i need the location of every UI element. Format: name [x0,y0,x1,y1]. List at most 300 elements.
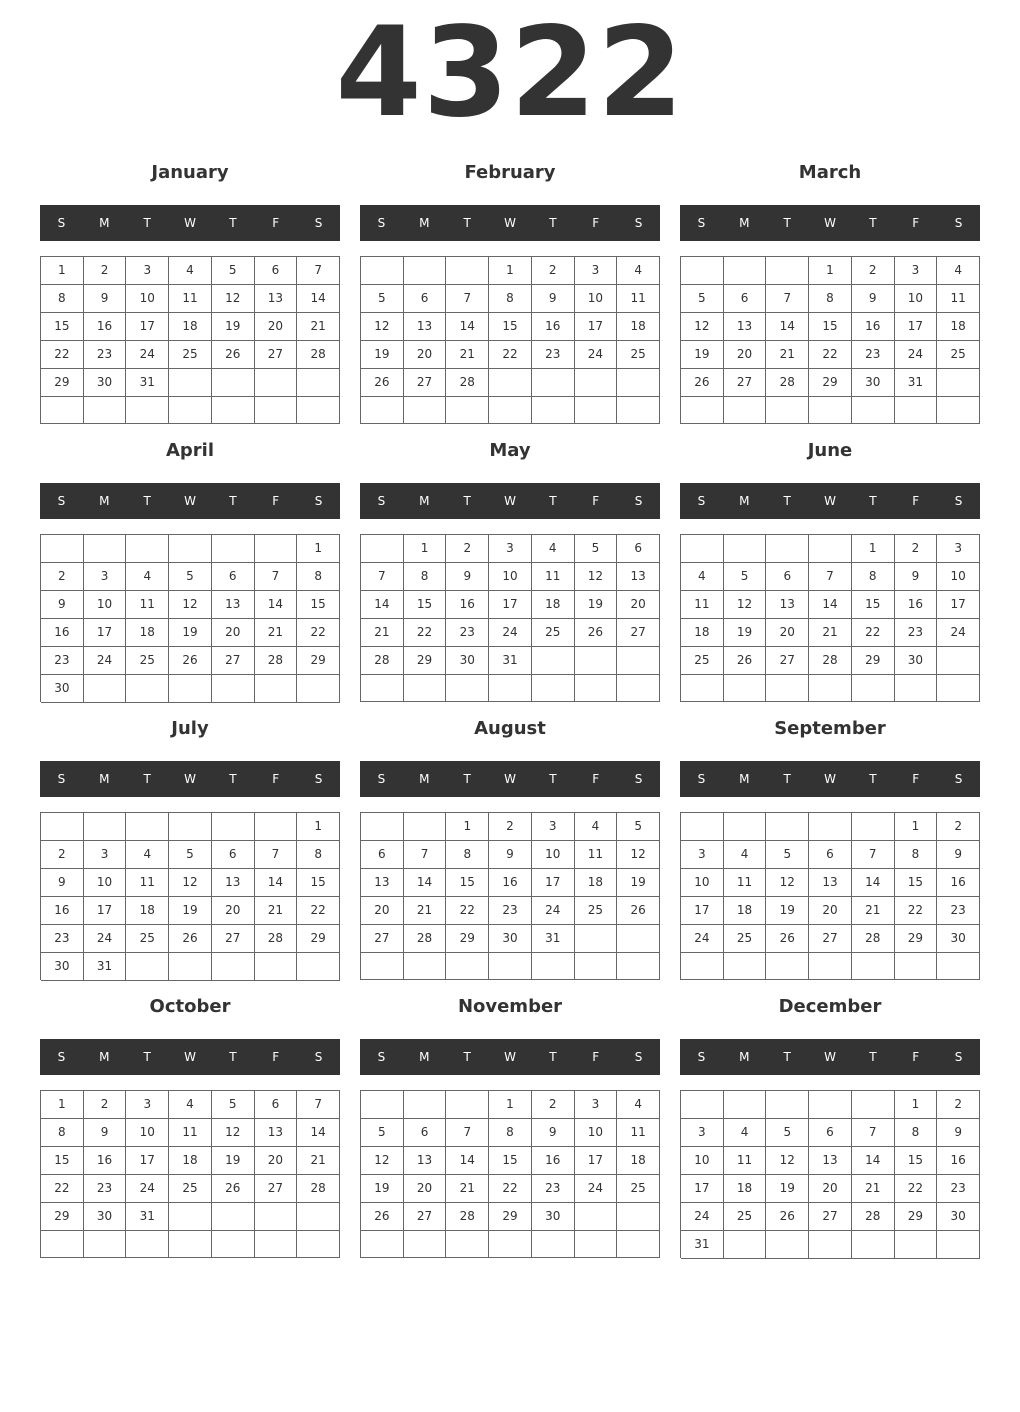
day-cell: 1 [895,813,938,841]
weekday-label: M [419,1050,430,1064]
empty-day-cell [446,953,489,980]
day-cell: 21 [446,341,489,369]
day-cell: 4 [681,563,724,591]
empty-day-cell [446,397,489,424]
day-cell: 9 [489,841,532,869]
day-cell: 6 [724,285,767,313]
day-cell: 6 [617,535,660,563]
day-cell: 25 [617,1175,660,1203]
empty-day-cell [766,813,809,841]
day-cell: 13 [212,869,255,897]
day-cell: 6 [212,563,255,591]
empty-day-cell [575,1231,618,1258]
day-cell: 10 [84,869,127,897]
day-cell: 30 [41,953,84,981]
empty-day-cell [404,675,447,702]
day-cell: 5 [212,257,255,285]
year-title: 4322 [335,1,685,145]
day-cell: 1 [41,257,84,285]
day-cell: 8 [489,285,532,313]
day-cell: 8 [852,563,895,591]
day-cell: 7 [766,285,809,313]
empty-day-cell [617,1231,660,1258]
day-cell: 9 [84,1119,127,1147]
empty-day-cell [724,397,767,424]
day-cell: 4 [575,813,618,841]
day-cell: 30 [84,1203,127,1231]
day-cell: 25 [532,619,575,647]
day-cell: 9 [532,1119,575,1147]
empty-day-cell [126,675,169,703]
weekday-label: S [954,216,963,230]
day-cell: 13 [404,313,447,341]
day-cell: 28 [852,925,895,953]
weekday-label: W [504,772,516,786]
day-cell: 4 [724,841,767,869]
empty-day-cell [724,813,767,841]
weekday-label: M [419,494,430,508]
day-cell: 15 [41,313,84,341]
empty-day-cell [126,397,169,424]
weekday-label: T [463,216,471,230]
day-cell: 28 [852,1203,895,1231]
days-grid [40,1090,340,1258]
empty-day-cell [766,257,809,285]
day-cell: 5 [617,813,660,841]
day-cell: 1 [489,1091,532,1119]
weekday-label: T [143,1050,151,1064]
day-cell: 6 [255,1091,298,1119]
day-cell: 27 [255,341,298,369]
weekday-label: F [912,1050,920,1064]
day-cell: 5 [169,563,212,591]
weekday-label: T [229,772,237,786]
empty-day-cell [895,675,938,702]
day-cell: 11 [937,285,980,313]
day-cell: 31 [895,369,938,397]
days-grid [680,812,980,980]
day-cell: 5 [212,1091,255,1119]
day-cell: 10 [681,869,724,897]
day-cell: 1 [404,535,447,563]
weekday-label: F [592,216,600,230]
empty-day-cell [681,397,724,424]
empty-day-cell [937,647,980,675]
weekday-label: W [824,494,836,508]
day-cell: 15 [489,1147,532,1175]
weekday-label: T [143,494,151,508]
day-cell: 9 [84,285,127,313]
day-cell: 25 [724,925,767,953]
day-cell: 6 [809,841,852,869]
day-cell: 15 [297,591,340,619]
weekday-label: S [634,772,643,786]
day-cell: 11 [169,1119,212,1147]
weekday-label: M [99,772,110,786]
empty-day-cell [617,397,660,424]
empty-day-cell [852,1231,895,1259]
day-cell: 13 [617,563,660,591]
day-cell: 29 [809,369,852,397]
weekday-label: W [504,1050,516,1064]
day-cell: 2 [84,1091,127,1119]
day-cell: 23 [41,925,84,953]
empty-day-cell [809,953,852,980]
empty-day-cell [809,1231,852,1259]
day-cell: 2 [532,1091,575,1119]
weekday-label: M [739,772,750,786]
day-cell: 9 [532,285,575,313]
day-cell: 22 [895,1175,938,1203]
day-cell: 2 [489,813,532,841]
day-cell: 14 [809,591,852,619]
day-cell: 25 [126,925,169,953]
empty-day-cell [532,953,575,980]
empty-day-cell [852,397,895,424]
day-cell: 22 [297,897,340,925]
day-cell: 15 [297,869,340,897]
day-cell: 8 [297,841,340,869]
weekday-label: T [783,772,791,786]
day-cell: 30 [489,925,532,953]
day-cell: 14 [297,1119,340,1147]
empty-day-cell [361,1091,404,1119]
month-name: August [474,718,546,739]
day-cell: 15 [404,591,447,619]
empty-day-cell [361,535,404,563]
day-cell: 13 [404,1147,447,1175]
empty-day-cell [895,953,938,980]
day-cell: 6 [212,841,255,869]
day-cell: 13 [255,1119,298,1147]
day-cell: 26 [361,369,404,397]
day-cell: 3 [489,535,532,563]
day-cell: 24 [681,1203,724,1231]
day-cell: 31 [681,1231,724,1259]
day-cell: 26 [212,1175,255,1203]
day-cell: 24 [489,619,532,647]
day-cell: 18 [169,1147,212,1175]
day-cell: 17 [126,313,169,341]
empty-day-cell [255,813,298,841]
weekday-label: T [869,216,877,230]
weekday-label: M [419,216,430,230]
empty-day-cell [41,1231,84,1258]
day-cell: 14 [361,591,404,619]
empty-day-cell [361,1231,404,1258]
day-cell: 16 [84,313,127,341]
day-cell: 8 [297,563,340,591]
day-cell: 16 [446,591,489,619]
day-cell: 14 [404,869,447,897]
empty-day-cell [681,257,724,285]
day-cell: 28 [446,1203,489,1231]
weekday-label: W [184,772,196,786]
weekday-header [40,205,340,241]
empty-day-cell [169,675,212,703]
empty-day-cell [297,1231,340,1258]
day-cell: 18 [126,619,169,647]
day-cell: 17 [532,869,575,897]
day-cell: 18 [126,897,169,925]
empty-day-cell [681,953,724,980]
day-cell: 25 [937,341,980,369]
day-cell: 29 [852,647,895,675]
day-cell: 9 [446,563,489,591]
day-cell: 4 [169,1091,212,1119]
month-name: May [489,440,531,461]
empty-day-cell [937,675,980,702]
day-cell: 18 [724,1175,767,1203]
day-cell: 27 [212,925,255,953]
weekday-header [680,761,980,797]
weekday-label: S [314,1050,323,1064]
day-cell: 24 [84,647,127,675]
empty-day-cell [41,813,84,841]
day-cell: 11 [724,869,767,897]
day-cell: 23 [937,897,980,925]
day-cell: 22 [41,1175,84,1203]
weekday-label: T [463,772,471,786]
empty-day-cell [126,953,169,981]
day-cell: 1 [809,257,852,285]
day-cell: 23 [41,647,84,675]
day-cell: 19 [212,1147,255,1175]
weekday-label: T [549,1050,557,1064]
day-cell: 4 [126,841,169,869]
empty-day-cell [681,675,724,702]
day-cell: 3 [575,1091,618,1119]
weekday-header [680,1039,980,1075]
weekday-label: W [824,1050,836,1064]
empty-day-cell [937,369,980,397]
weekday-header [680,483,980,519]
day-cell: 11 [126,869,169,897]
day-cell: 16 [895,591,938,619]
day-cell: 20 [724,341,767,369]
day-cell: 21 [255,619,298,647]
day-cell: 6 [404,1119,447,1147]
weekday-label: S [634,1050,643,1064]
day-cell: 13 [766,591,809,619]
day-cell: 7 [446,285,489,313]
weekday-label: S [377,1050,386,1064]
day-cell: 18 [532,591,575,619]
empty-day-cell [446,257,489,285]
day-cell: 24 [575,341,618,369]
day-cell: 24 [575,1175,618,1203]
day-cell: 13 [809,1147,852,1175]
day-cell: 16 [937,1147,980,1175]
day-cell: 29 [404,647,447,675]
day-cell: 13 [809,869,852,897]
weekday-label: W [504,494,516,508]
day-cell: 4 [532,535,575,563]
day-cell: 8 [446,841,489,869]
empty-day-cell [681,813,724,841]
empty-day-cell [212,1203,255,1231]
weekday-header [360,483,660,519]
day-cell: 9 [41,869,84,897]
day-cell: 20 [212,897,255,925]
empty-day-cell [809,1091,852,1119]
weekday-label: S [57,494,66,508]
day-cell: 3 [532,813,575,841]
weekday-label: T [229,1050,237,1064]
day-cell: 11 [617,1119,660,1147]
weekday-label: T [869,1050,877,1064]
empty-day-cell [255,675,298,703]
day-cell: 26 [169,925,212,953]
empty-day-cell [766,675,809,702]
day-cell: 5 [575,535,618,563]
day-cell: 28 [766,369,809,397]
day-cell: 15 [809,313,852,341]
day-cell: 29 [446,925,489,953]
empty-day-cell [575,647,618,675]
day-cell: 16 [937,869,980,897]
empty-day-cell [361,953,404,980]
weekday-label: S [57,772,66,786]
day-cell: 28 [809,647,852,675]
day-cell: 27 [361,925,404,953]
day-cell: 26 [212,341,255,369]
day-cell: 1 [297,535,340,563]
empty-day-cell [681,1091,724,1119]
day-cell: 20 [212,619,255,647]
day-cell: 2 [895,535,938,563]
empty-day-cell [724,1231,767,1259]
day-cell: 19 [766,1175,809,1203]
weekday-label: F [912,494,920,508]
day-cell: 11 [681,591,724,619]
empty-day-cell [297,369,340,397]
day-cell: 7 [852,1119,895,1147]
day-cell: 14 [446,313,489,341]
weekday-label: T [783,494,791,508]
day-cell: 30 [937,1203,980,1231]
day-cell: 23 [937,1175,980,1203]
day-cell: 10 [126,285,169,313]
weekday-label: S [377,772,386,786]
empty-day-cell [84,1231,127,1258]
weekday-label: S [954,772,963,786]
empty-day-cell [532,369,575,397]
day-cell: 8 [41,285,84,313]
day-cell: 18 [937,313,980,341]
empty-day-cell [766,535,809,563]
empty-day-cell [446,675,489,702]
day-cell: 30 [532,1203,575,1231]
day-cell: 30 [895,647,938,675]
day-cell: 2 [532,257,575,285]
day-cell: 15 [489,313,532,341]
weekday-label: M [739,1050,750,1064]
day-cell: 31 [126,369,169,397]
day-cell: 19 [724,619,767,647]
day-cell: 4 [937,257,980,285]
empty-day-cell [169,953,212,981]
day-cell: 3 [126,257,169,285]
day-cell: 5 [361,285,404,313]
empty-day-cell [575,675,618,702]
weekday-label: T [869,772,877,786]
day-cell: 14 [255,869,298,897]
day-cell: 23 [895,619,938,647]
empty-day-cell [404,1231,447,1258]
day-cell: 10 [532,841,575,869]
weekday-label: T [549,216,557,230]
day-cell: 27 [809,925,852,953]
day-cell: 30 [852,369,895,397]
weekday-label: S [314,216,323,230]
day-cell: 10 [126,1119,169,1147]
weekday-label: T [549,494,557,508]
weekday-label: S [634,216,643,230]
weekday-label: F [592,772,600,786]
day-cell: 21 [297,313,340,341]
day-cell: 12 [766,1147,809,1175]
empty-day-cell [617,925,660,953]
day-cell: 4 [617,1091,660,1119]
weekday-label: T [463,494,471,508]
day-cell: 8 [895,1119,938,1147]
empty-day-cell [255,535,298,563]
weekday-label: S [377,494,386,508]
weekday-header [40,1039,340,1075]
empty-day-cell [532,397,575,424]
day-cell: 21 [852,897,895,925]
day-cell: 30 [41,675,84,703]
day-cell: 24 [895,341,938,369]
weekday-header [360,761,660,797]
day-cell: 11 [532,563,575,591]
weekday-label: W [824,216,836,230]
day-cell: 15 [41,1147,84,1175]
day-cell: 20 [617,591,660,619]
weekday-label: S [697,216,706,230]
empty-day-cell [575,925,618,953]
day-cell: 14 [766,313,809,341]
empty-day-cell [532,1231,575,1258]
day-cell: 17 [126,1147,169,1175]
empty-day-cell [532,675,575,702]
empty-day-cell [617,675,660,702]
empty-day-cell [937,953,980,980]
day-cell: 26 [724,647,767,675]
day-cell: 30 [446,647,489,675]
empty-day-cell [169,1203,212,1231]
empty-day-cell [212,369,255,397]
empty-day-cell [255,1231,298,1258]
day-cell: 21 [766,341,809,369]
day-cell: 7 [404,841,447,869]
empty-day-cell [361,813,404,841]
empty-day-cell [489,1231,532,1258]
day-cell: 7 [361,563,404,591]
empty-day-cell [809,535,852,563]
day-cell: 4 [724,1119,767,1147]
weekday-label: F [592,1050,600,1064]
day-cell: 29 [297,647,340,675]
weekday-label: M [419,772,430,786]
day-cell: 19 [575,591,618,619]
empty-day-cell [169,397,212,424]
empty-day-cell [84,813,127,841]
day-cell: 21 [809,619,852,647]
day-cell: 7 [446,1119,489,1147]
empty-day-cell [169,369,212,397]
